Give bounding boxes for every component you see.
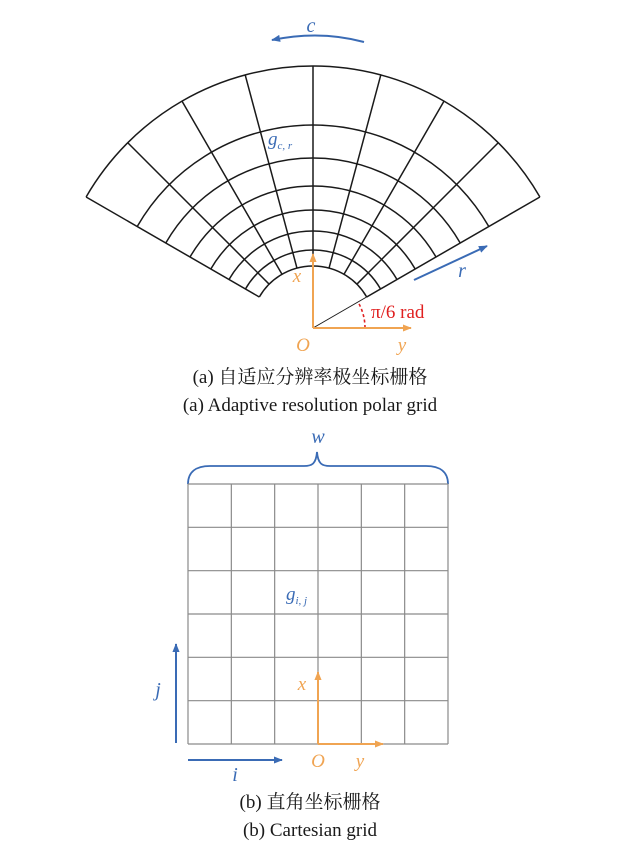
polar-x-axis-label: x — [292, 266, 302, 287]
caption-b-cn: (b) 直角坐标栅格 — [239, 792, 381, 813]
polar-spoke-1 — [357, 143, 498, 284]
polar-spoke-7 — [128, 143, 269, 284]
j-direction-label: j — [155, 679, 161, 701]
caption-a-cn: (a) 自适应分辨率极坐标栅格 — [192, 367, 428, 388]
c-direction-arrow — [272, 35, 364, 42]
polar-spoke-3 — [329, 75, 381, 268]
cartesian-diagram — [152, 426, 448, 786]
r-direction-label: r — [458, 260, 466, 282]
polar-origin-label: O — [296, 335, 310, 356]
polar-cell-label: $g_{c, r}$ — [268, 129, 293, 152]
cartesian-y-axis-label: y — [355, 751, 365, 772]
polar-spoke-6 — [182, 101, 282, 274]
angle-boundary-ray — [313, 291, 377, 328]
polar-spoke-0 — [367, 197, 540, 297]
caption-b-en: (b) Cartesian grid — [242, 820, 378, 841]
polar-spoke-5 — [245, 75, 297, 268]
i-direction-label: i — [232, 764, 238, 786]
angle-arc — [358, 302, 365, 328]
polar-spoke-2 — [344, 101, 444, 274]
c-direction-label: c — [306, 15, 316, 37]
caption-a-en: (a) Adaptive resolution polar grid — [182, 395, 438, 416]
angle-label: π/6 rad — [371, 302, 425, 323]
width-brace — [188, 452, 448, 484]
cartesian-x-axis-label: x — [297, 674, 307, 695]
polar-spoke-8 — [86, 197, 259, 297]
polar-y-axis-label: y — [397, 335, 407, 356]
cartesian-cell-label: $g_{i, j}$ — [286, 584, 308, 607]
width-label: w — [311, 426, 325, 448]
polar-diagram — [86, 15, 540, 356]
cartesian-origin-label: O — [311, 751, 325, 772]
